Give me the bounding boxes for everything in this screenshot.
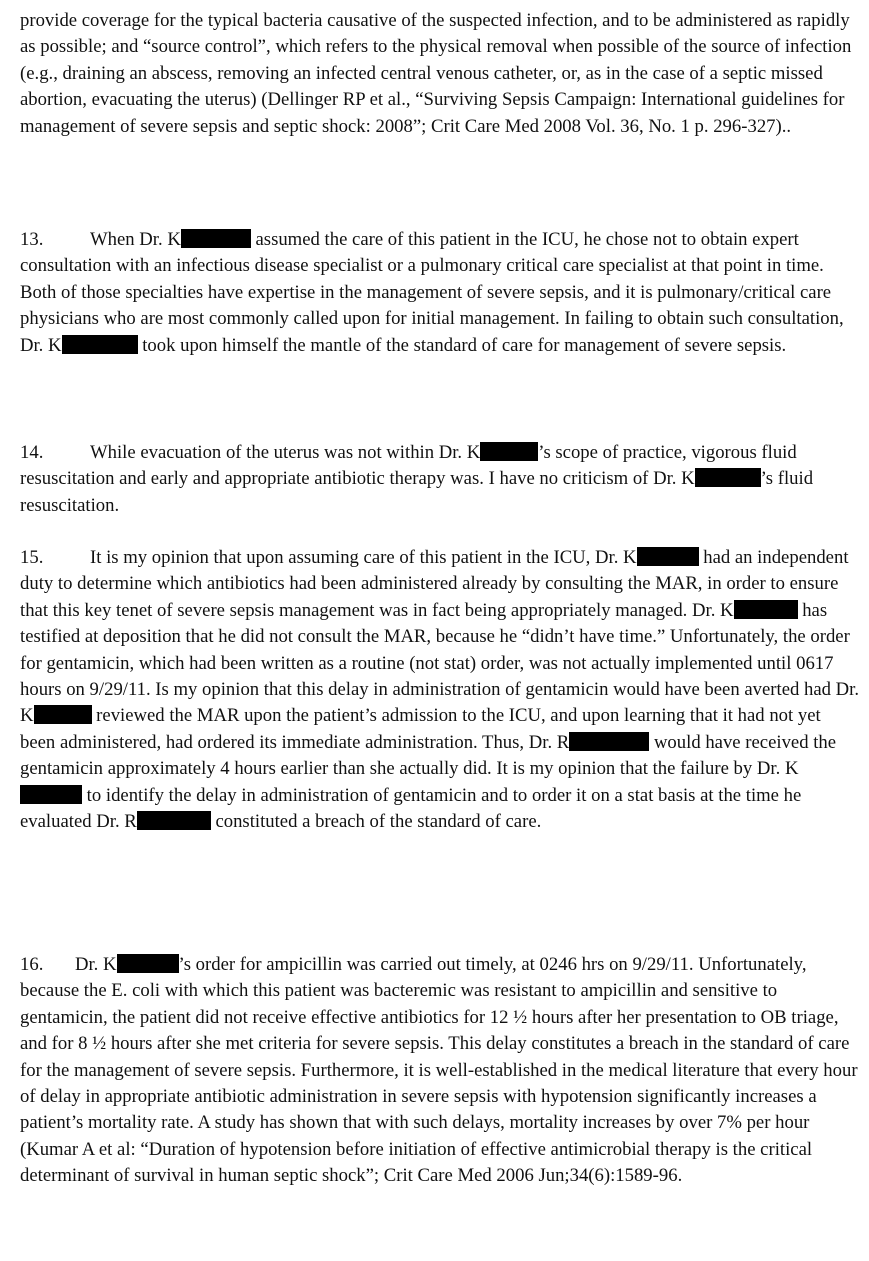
redaction-bar [20, 785, 82, 804]
redaction-bar [569, 732, 649, 751]
redaction-bar [695, 468, 761, 487]
paragraph-text: It is my opinion that upon assuming care of this patient in the ICU, Dr. K [90, 547, 637, 568]
redaction-bar [62, 335, 138, 354]
paragraph-text: assumed the care of this patient in the ICU, he chose not to obtain expert consultation with an infectious disease specialist or a pulmonary critical care specialist at that point in time. Both of those specialties have expertise in the management of severe sepsis, and it is pulmonary/critical care physicians who are most commonly called upon for initial management. In failing to obtain such consultation, Dr. K [20, 229, 844, 356]
paragraph-text: Dr. K [75, 954, 117, 975]
paragraph-text: to identify the delay in administration of gentamicin and to order it on a stat basis at the time he evaluated Dr. R [20, 784, 802, 833]
paragraph-number: 13. [20, 229, 44, 250]
paragraph-text: When Dr. K [90, 229, 181, 250]
redaction-bar [734, 600, 798, 619]
paragraph-text: ’s scope of practice, vigorous fluid resuscitation and early and appropriate antibiotic therapy was. I have no criticism of Dr. K [20, 442, 797, 490]
redaction-bar [34, 705, 92, 724]
paragraph-text: took upon himself the mantle of the standard of care for management of severe sepsis. [137, 334, 787, 356]
paragraph-text: has testified at deposition that he did not consult the MAR, because he “didn’t have time.” Unfortunately, the order for gentamicin, which had been written as a routine (not stat) order, was not actually implemented until 0617 hours on 9/29/11. Is my opinion that this delay in administration of gentamicin would have been averted had Dr. K [20, 599, 860, 727]
redaction-bar [137, 811, 211, 830]
redaction-bar [637, 547, 699, 566]
paragraph-number: 15. [20, 547, 44, 568]
paragraph-number: 14. [20, 442, 44, 463]
paragraph-text: had an independent duty to determine which antibiotics had been administered already by consulting the MAR, in order to ensure that this key tenet of severe sepsis management was in fact being appropriately managed. Dr. K [20, 547, 849, 621]
paragraph-text: provide coverage for the typical bacteria causative of the suspected infection, and to be administered as rapidly as possible; and “source control”, which refers to the physical removal when possible of the source of infection (e.g., draining an abscess, removing an infected central venous catheter, or, as in the case of a septic missed abortion, evacuating the uterus) (Dellinger RP et al., “Surviving Sepsis Campaign: International guidelines for management of severe sepsis and septic shock: 2008”; Crit Care Med 2008 Vol. 36, No. 1 p. 296-327).. [20, 10, 852, 137]
redaction-bar [181, 229, 251, 248]
redaction-bar [117, 954, 179, 973]
paragraph-15 [20, 545, 860, 835]
paragraph-text: While evacuation of the uterus was not within Dr. K [90, 442, 481, 463]
paragraph-16 [20, 952, 860, 1190]
paragraph-number: 16. [20, 954, 44, 975]
paragraph-text: reviewed the MAR upon the patient’s admission to the ICU, and upon learning that it had not yet been administered, had ordered its immediate administration. Thus, Dr. R [20, 705, 821, 753]
paragraph-text: ’s fluid resuscitation. [20, 468, 814, 516]
redaction-bar [480, 442, 538, 461]
paragraph-text: would have received the gentamicin approximately 4 hours earlier than she actually did. It is my opinion that the failure by Dr. K [20, 731, 837, 780]
paragraph-continuation [20, 8, 860, 140]
paragraph-text: constituted a breach of the standard of care. [210, 811, 542, 833]
paragraph-14 [20, 440, 860, 519]
paragraph-text: ’s order for ampicillin was carried out timely, at 0246 hrs on 9/29/11. Unfortunately, because the E. coli with which this patient was bacteremic was resistant to ampicillin and sensitive to gentamicin, the patient did not receive effective antibiotics for 12 ½ hours after her presentation to OB triage, and for 8 ½ hours after she met criteria for severe sepsis. This delay constitutes a breach in the standard of care for the management of severe sepsis. Furthermore, it is well-established in the medical literature that every hour of delay in appropriate antibiotic administration in severe sepsis with hypotension significantly increases a patient’s mortality rate. A study has shown that with such delays, mortality increases by over 7% per hour (Kumar A et al: “Duration of hypotension before initiation of effective antimicrobial therapy is the critical determinant of survival in human septic shock”; Crit Care Med 2006 Jun;34(6):1589-96. [20, 954, 858, 1187]
paragraph-13 [20, 227, 860, 359]
